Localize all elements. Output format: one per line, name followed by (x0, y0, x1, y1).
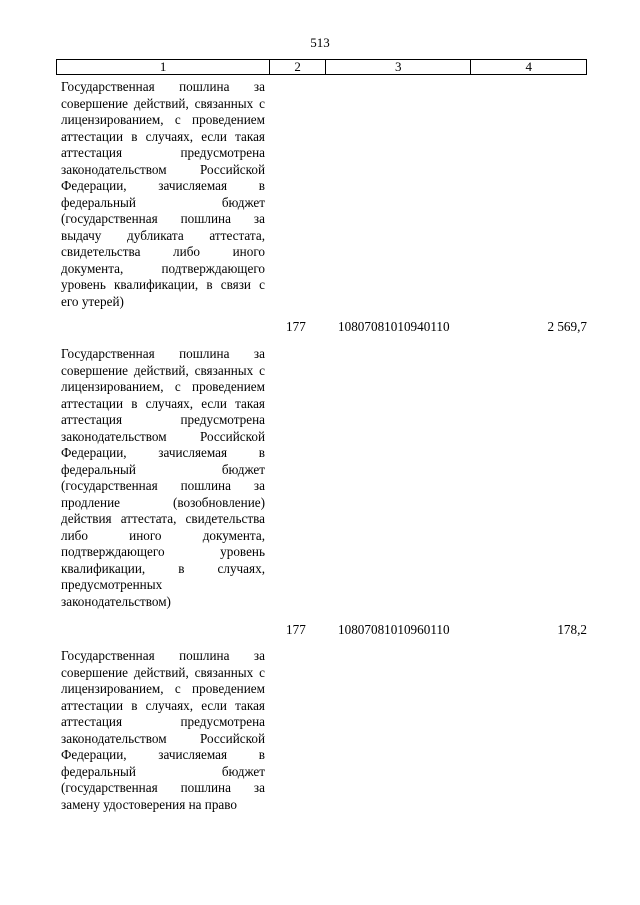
header-col-4: 4 (525, 59, 532, 74)
table-row-2-description: Государственная пошлина за совершение действий, связанных с лицензированием, с проведением аттестации в случаях, если такая аттестация предусмотрена законодательством Российской Федерации, зачисляемая в федеральный бюджет (государственная пошлина за продление (возобновление) действия аттестата, свидетельства либо иного документа, подтверждающего уровень квалификации, в случаях, предусмотренных законодательством) (61, 346, 265, 609)
header-col-2: 2 (270, 60, 326, 74)
table-row-1-description: Государственная пошлина за совершение действий, связанных с лицензированием, с проведением аттестации в случаях, если такая аттестация предусмотрена законодательством Российской Федерации, зачисляемая в федеральный бюджет (государственная пошлина за выдачу дубликата аттестата, свидетельства либо иного документа, подтверждающего уровень квалификации, в связи с его утерей) (61, 79, 265, 309)
page-number: 513 (310, 35, 330, 50)
table-row-1-budget-code: 10807081010940110 (338, 319, 450, 334)
table-row-2-amount: 178,2 (557, 622, 587, 637)
header-col-3: 3 (326, 60, 471, 74)
header-col-1: 1 (57, 60, 270, 74)
table-row-1-amount: 2 569,7 (547, 319, 587, 334)
table-row-2-budget-code: 10807081010960110 (338, 622, 450, 637)
table-row-2-admin-code: 177 (286, 622, 306, 637)
table-row-1-admin-code: 177 (286, 319, 306, 334)
table-row-3-description: Государственная пошлина за совершение действий, связанных с лицензированием, с проведением аттестации в случаях, если такая аттестация предусмотрена законодательством Российской Федерации, зачисляемая в федеральный бюджет (государственная пошлина за замену удостоверения на право (61, 648, 265, 812)
table-header (56, 59, 587, 75)
